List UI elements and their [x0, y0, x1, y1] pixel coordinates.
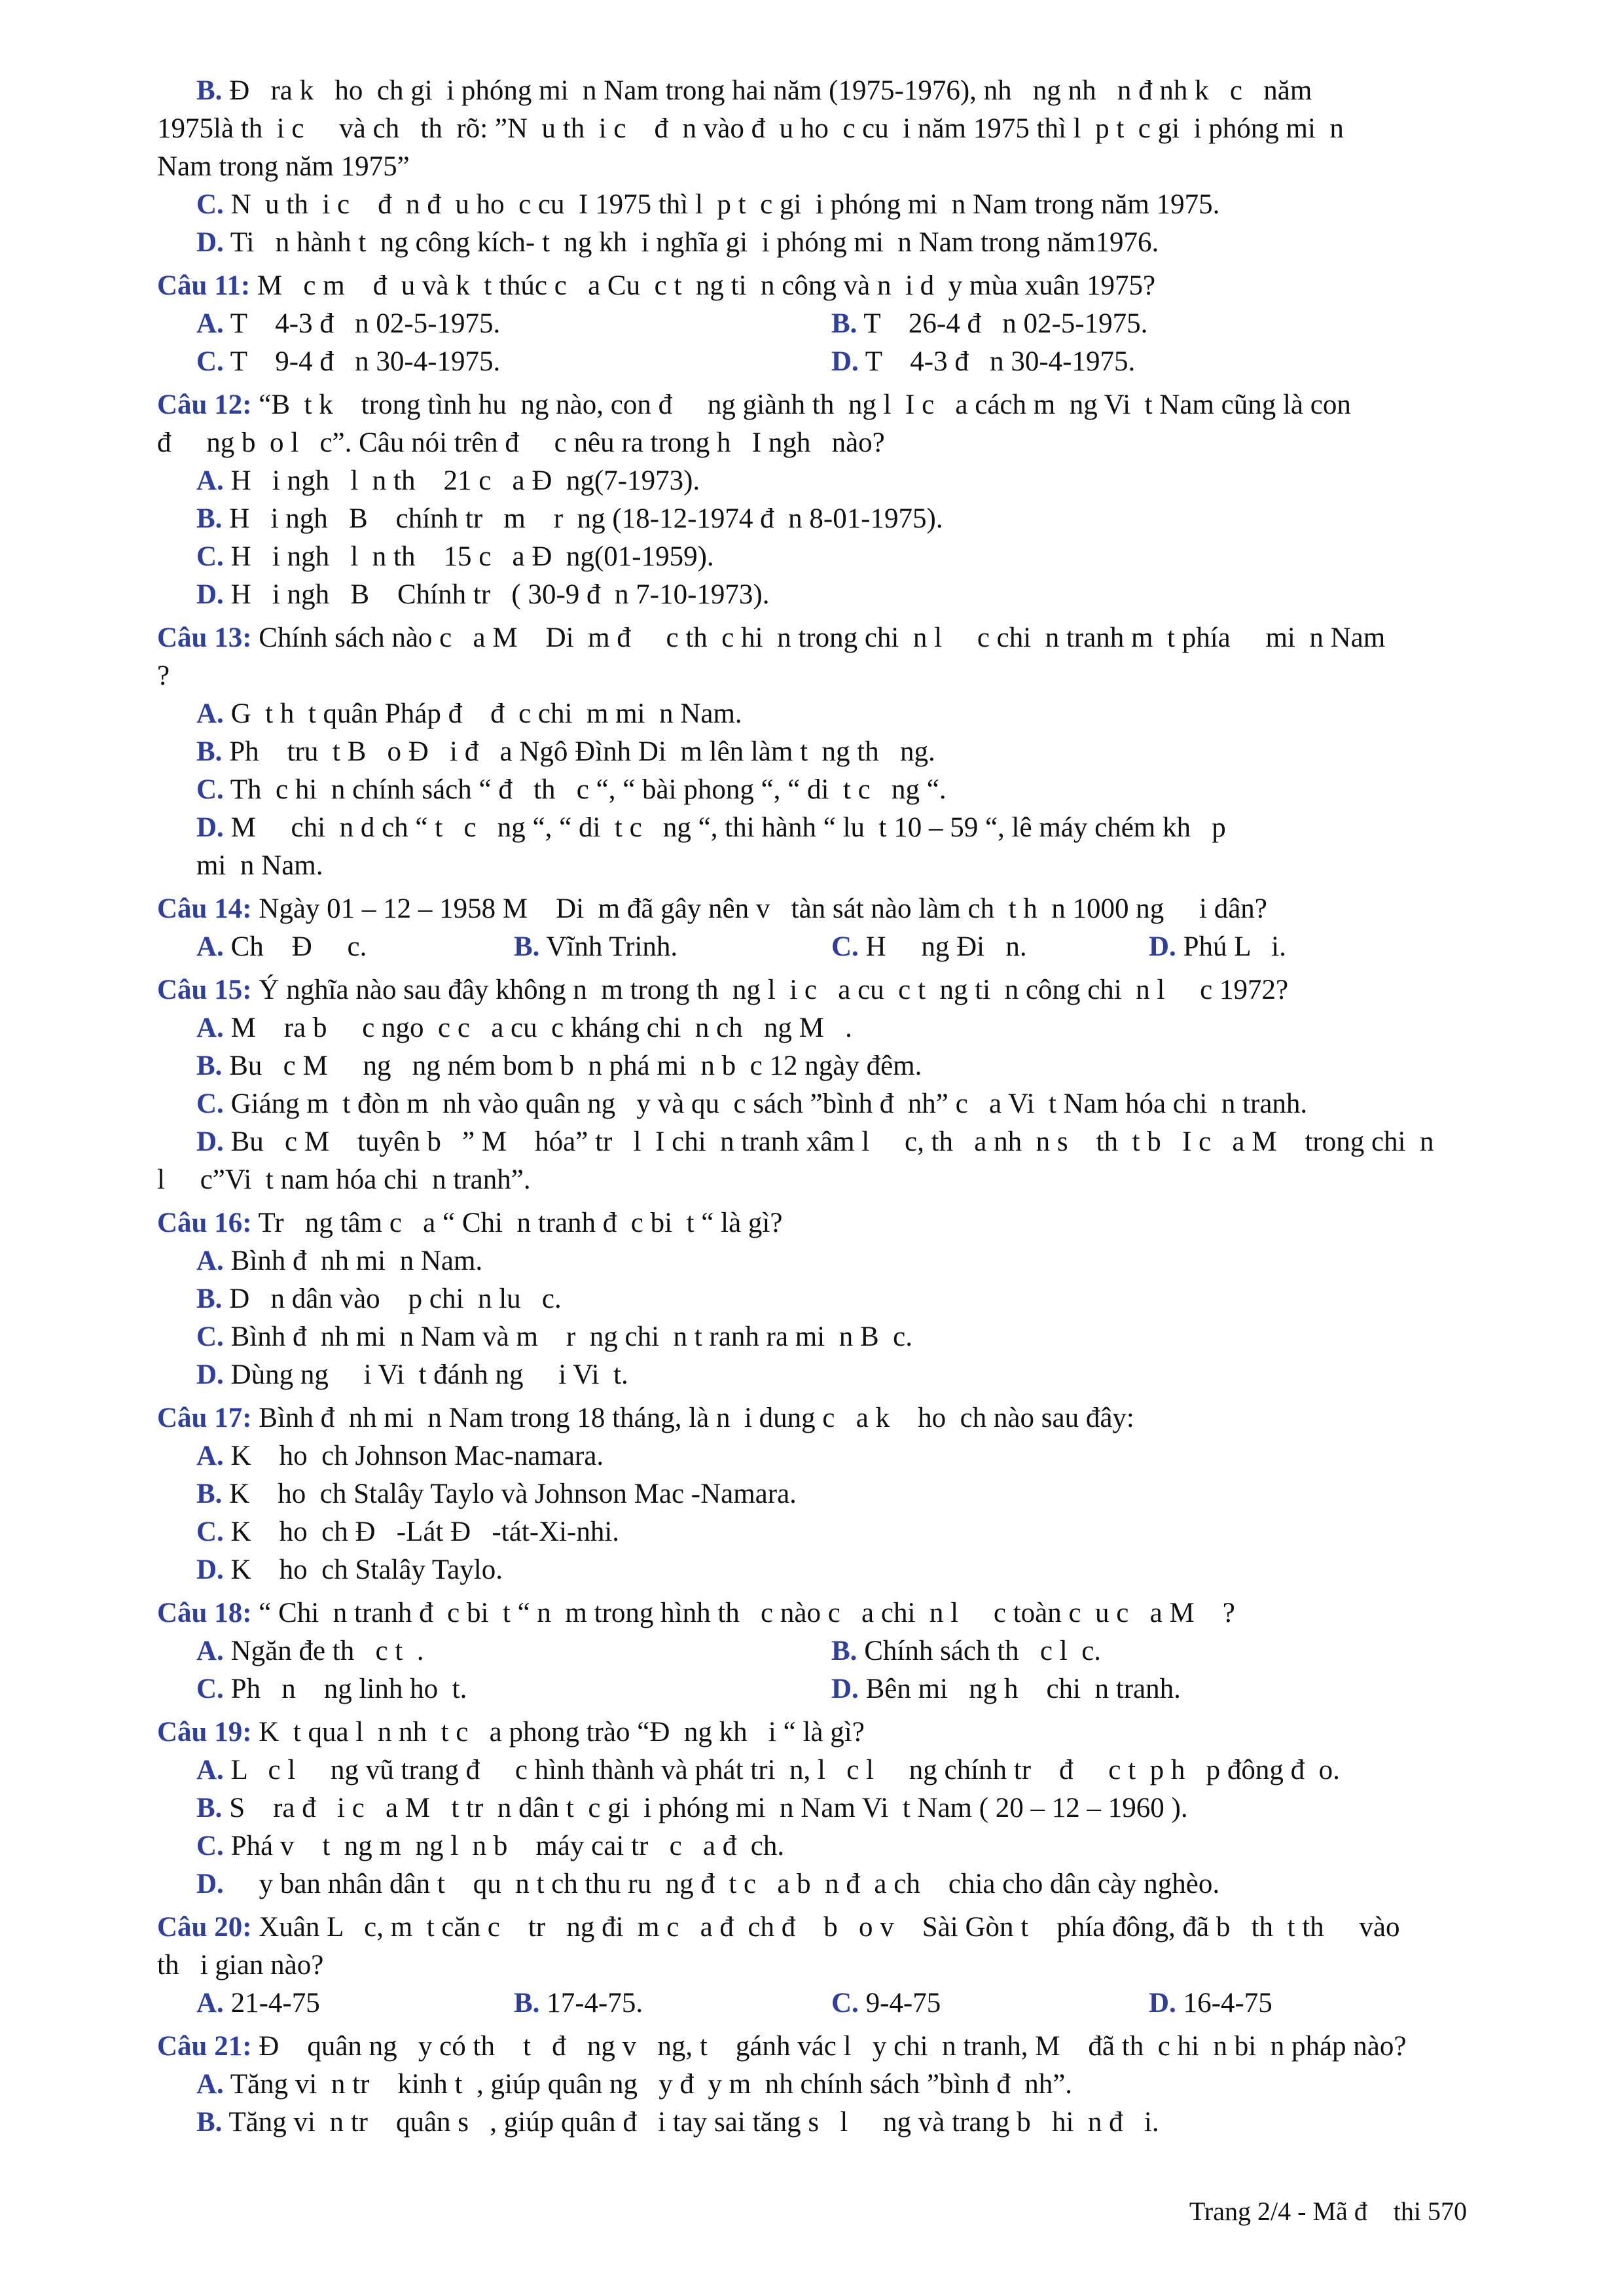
option-b — [157, 1475, 1466, 1513]
option-text: Bên mi ng h chi n tranh. — [858, 1674, 1181, 1704]
option-label: D. — [1149, 931, 1176, 962]
question-text: “ Chi n tranh đ c bi t “ n m trong hình th c nào c a chi n l c toàn c u c a M ? — [251, 1598, 1235, 1628]
option-text: M ra b c ngo c c a cu c kháng chi n ch ng M . — [223, 1013, 852, 1043]
option-b — [157, 733, 1466, 771]
option-d — [1149, 928, 1466, 966]
option-label: C. — [196, 1321, 224, 1352]
option-text-line: mi n Nam. — [196, 850, 323, 881]
option-a — [157, 1751, 1466, 1789]
option-text: T 26-4 đ n 02-5-1975. — [857, 308, 1148, 339]
option-c — [157, 538, 1466, 576]
option-text: Bu c M tuyên b ” M hóa” tr l I chi n tranh xâm l c, th a nh n s th t b I c a M trong chi n — [223, 1126, 1434, 1157]
question-12 — [157, 386, 1466, 424]
option-text: K ho ch Stalây Taylo. — [223, 1554, 503, 1585]
option-label: D. — [1149, 1988, 1176, 2018]
option-text: 17-4-75. — [539, 1988, 643, 2018]
option-label: B. — [196, 75, 223, 106]
option-label: A. — [196, 1755, 224, 1785]
option-label: B. — [196, 2107, 223, 2138]
question-label: Câu 12: — [157, 389, 252, 420]
option-label: D. — [831, 346, 859, 377]
option-b — [514, 928, 831, 966]
option-text: H i ngh B chính tr m r ng (18-12-1974 đ n 8-01-1975). — [222, 503, 943, 534]
option-text: K ho ch Đ -Lát Đ -tát-Xi-nhi. — [223, 1516, 620, 1547]
option-text: T 4-3 đ n 30-4-1975. — [858, 346, 1136, 377]
option-a — [157, 2066, 1466, 2104]
option-b — [514, 1984, 831, 2022]
option-label: C. — [196, 774, 224, 805]
question-label: Câu 17: — [157, 1403, 252, 1433]
question-18 — [157, 1594, 1466, 1632]
option-text: Ch Đ c. — [223, 931, 367, 962]
option-label: C. — [196, 1674, 224, 1704]
option-a — [196, 1632, 831, 1670]
question-14 — [157, 890, 1466, 928]
question-label: Câu 13: — [157, 622, 252, 653]
option-label: C. — [196, 1831, 224, 1861]
option-c — [831, 1984, 1149, 2022]
option-label: A. — [196, 2069, 224, 2100]
question-label: Câu 15: — [157, 975, 252, 1005]
question-text: Ý nghĩa nào sau đây không n m trong th ng l i c a cu c t ng ti n công chi n l c 1972? — [251, 975, 1289, 1005]
option-text: G t h t quân Pháp đ đ c chi m mi n Nam. — [223, 698, 742, 729]
question-11 — [157, 267, 1466, 305]
question-text: Chính sách nào c a M Di m đ c th c hi n trong chi n l c chi n tranh m t phía mi n Nam — [251, 622, 1386, 653]
question-text-line: đ ng b o l c”. Câu nói trên đ c nêu ra trong h I ngh nào? — [157, 427, 885, 458]
question-text: Bình đ nh mi n Nam trong 18 tháng, là n i dung c a k ho ch nào sau đây: — [251, 1403, 1134, 1433]
option-c — [157, 1513, 1466, 1551]
option-text: Dùng ng i Vi t đánh ng i Vi t. — [223, 1359, 628, 1390]
option-d-line — [157, 224, 1466, 262]
option-a — [157, 695, 1466, 733]
option-label: A. — [196, 1246, 224, 1276]
question-text: K t qua l n nh t c a phong trào “Đ ng kh i “ là gì? — [251, 1717, 865, 1748]
option-text: D n dân vào p chi n lu c. — [222, 1283, 562, 1314]
question-text: “B t k trong tình hu ng nào, con đ ng giành th ng l I c a cách m ng Vi t Nam cũng là con — [251, 389, 1351, 420]
option-c — [157, 1827, 1466, 1865]
option-text: Chính sách th c l c. — [857, 1636, 1102, 1666]
question-15 — [157, 971, 1466, 1009]
option-a — [157, 1009, 1466, 1047]
question-label: Câu 19: — [157, 1717, 252, 1748]
question-13 — [157, 619, 1466, 657]
option-label: C. — [196, 1516, 224, 1547]
question-text-line: th i gian nào? — [157, 1950, 324, 1981]
options-row — [157, 343, 1466, 381]
question-label: Câu 21: — [157, 2031, 252, 2062]
option-a — [196, 1984, 514, 2022]
option-text-line: l c”Vi t nam hóa chi n tranh”. — [157, 1164, 531, 1195]
option-label: C. — [196, 346, 224, 377]
option-text: H ng Đi n. — [858, 931, 1027, 962]
option-c-line — [157, 186, 1466, 224]
option-text: Ph n ng linh ho t. — [223, 1674, 467, 1704]
question-19 — [157, 1713, 1466, 1751]
options-row — [157, 1984, 1466, 2022]
option-d — [157, 576, 1466, 614]
option-label: A. — [196, 1441, 224, 1471]
option-label: A. — [196, 465, 224, 496]
option-label: D. — [196, 1359, 224, 1390]
question-17 — [157, 1399, 1466, 1437]
options-row — [157, 1670, 1466, 1708]
option-b — [831, 1632, 1466, 1670]
option-label: B. — [196, 1050, 223, 1081]
exam-page — [157, 72, 1466, 2142]
option-label: B. — [196, 503, 223, 534]
option-text-line: Nam trong năm 1975” — [157, 151, 410, 182]
option-b — [157, 1047, 1466, 1085]
option-d — [157, 1551, 1466, 1589]
option-label: A. — [196, 1988, 224, 2018]
option-d — [831, 1670, 1466, 1708]
option-d — [831, 343, 1466, 381]
option-text: Tăng vi n tr kinh t , giúp quân ng y đ y m nh chính sách ”bình đ nh”. — [223, 2069, 1073, 2100]
option-label: D. — [196, 1126, 224, 1157]
option-text: T 9-4 đ n 30-4-1975. — [223, 346, 501, 377]
option-label: D. — [196, 1869, 224, 1899]
question-label: Câu 11: — [157, 270, 251, 301]
option-label: B. — [514, 1988, 540, 2018]
option-text: M chi n d ch “ t c ng “, “ di t c ng “, thi hành “ lu t 10 – 59 “, lê máy chém kh p — [223, 812, 1226, 843]
option-text: Ngăn đe th c t . — [223, 1636, 424, 1666]
option-label: C. — [831, 1988, 859, 2018]
question-text: Ngày 01 – 12 – 1958 M Di m đã gây nên v tàn sát nào làm ch t h n 1000 ng i dân? — [251, 893, 1267, 924]
question-text-line: ? — [157, 660, 170, 691]
option-label: B. — [831, 308, 857, 339]
option-text: Th c hi n chính sách “ đ th c “, “ bài phong “, “ di t c ng “. — [223, 774, 947, 805]
option-text: Phú L i. — [1176, 931, 1286, 962]
option-label: B. — [196, 736, 223, 767]
option-c — [157, 1085, 1466, 1123]
option-text: H i ngh l n th 15 c a Đ ng(01-1959). — [223, 541, 714, 572]
option-label: C. — [196, 541, 224, 572]
question-text: M c m đ u và k t thúc c a Cu c t ng ti n công và n i d y mùa xuân 1975? — [250, 270, 1156, 301]
option-b-line — [157, 72, 1466, 110]
option-text: Phá v t ng m ng l n b máy cai tr c a đ ch. — [223, 1831, 785, 1861]
option-text: y ban nhân dân t qu n t ch thu ru ng đ t c a b n đ a ch chia cho dân cày nghèo. — [223, 1869, 1220, 1899]
option-a — [196, 928, 514, 966]
option-text: 21-4-75 — [223, 1988, 320, 2018]
question-label: Câu 20: — [157, 1912, 252, 1943]
question-text: Đ quân ng y có th t đ ng v ng, t gánh vác l y chi n tranh, M đã th c hi n bi n pháp nào? — [251, 2031, 1407, 2062]
option-label: B. — [196, 1283, 223, 1314]
option-text: H i ngh B Chính tr ( 30-9 đ n 7-10-1973). — [223, 579, 770, 610]
option-text: Bu c M ng ng ném bom b n phá mi n b c 12 ngày đêm. — [222, 1050, 922, 1081]
question-text: Xuân L c, m t căn c tr ng đi m c a đ ch đ b o v Sài Gòn t phía đông, đã b th t th vào — [251, 1912, 1400, 1943]
option-label: D. — [196, 579, 224, 610]
option-label: A. — [196, 931, 224, 962]
option-b — [831, 305, 1466, 343]
option-d — [1149, 1984, 1466, 2022]
option-b — [157, 2104, 1466, 2142]
option-a — [157, 1437, 1466, 1475]
option-text: Bình đ nh mi n Nam. — [223, 1246, 483, 1276]
option-label: B. — [831, 1636, 857, 1666]
option-c — [196, 343, 831, 381]
option-b — [157, 1789, 1466, 1827]
option-text: 9-4-75 — [858, 1988, 941, 2018]
options-row — [157, 305, 1466, 343]
option-text: N u th i c đ n đ u ho c cu I 1975 thì l p t c gi i phóng mi n Nam trong năm 1975. — [223, 189, 1220, 220]
option-text: Giáng m t đòn m nh vào quân ng y và qu c sách ”bình đ nh” c a Vi t Nam hóa chi n tranh. — [223, 1088, 1308, 1119]
option-c — [196, 1670, 831, 1708]
option-text: L c l ng vũ trang đ c hình thành và phát tri n, l c l ng chính tr đ c t p h p đông đ o. — [223, 1755, 1340, 1785]
option-label: A. — [196, 308, 224, 339]
option-a — [157, 1242, 1466, 1280]
option-text: Đ ra k ho ch gi i phóng mi n Nam trong hai năm (1975-1976), nh ng nh n đ nh k c năm — [222, 75, 1312, 106]
option-d — [157, 1865, 1466, 1903]
option-text: H i ngh l n th 21 c a Đ ng(7-1973). — [223, 465, 700, 496]
question-label: Câu 18: — [157, 1598, 252, 1628]
option-a — [157, 462, 1466, 500]
option-text: T 4-3 đ n 02-5-1975. — [223, 308, 501, 339]
question-label: Câu 16: — [157, 1208, 252, 1238]
option-label: C. — [196, 189, 224, 220]
options-row — [157, 1632, 1466, 1670]
question-20 — [157, 1909, 1466, 1946]
question-16 — [157, 1204, 1466, 1242]
option-label: B. — [196, 1479, 223, 1509]
option-label: D. — [196, 1554, 224, 1585]
option-text: S ra đ i c a M t tr n dân t c gi i phóng mi n Nam Vi t Nam ( 20 – 12 – 1960 ). — [222, 1793, 1188, 1823]
options-row — [157, 928, 1466, 966]
option-a — [196, 305, 831, 343]
option-d — [157, 809, 1466, 847]
option-c — [831, 928, 1149, 966]
option-text-line: 1975là th i c và ch th rõ: ”N u th i c đ n vào đ u ho c cu i năm 1975 thì l p t c gi i phóng mi n — [157, 113, 1344, 144]
option-label: C. — [196, 1088, 224, 1119]
question-21 — [157, 2028, 1466, 2066]
question-label: Câu 14: — [157, 893, 252, 924]
option-text: K ho ch Stalây Taylo và Johnson Mac -Namara. — [222, 1479, 797, 1509]
option-d — [157, 1356, 1466, 1394]
option-b — [157, 500, 1466, 538]
question-text: Tr ng tâm c a “ Chi n tranh đ c bi t “ là gì? — [251, 1208, 783, 1238]
page-footer: Trang 2/4 - Mã đ thi 570 — [1189, 2197, 1467, 2226]
option-label: D. — [831, 1674, 859, 1704]
option-label: A. — [196, 1636, 224, 1666]
option-label: D. — [196, 227, 224, 258]
option-text: Vĩnh Trinh. — [539, 931, 678, 962]
option-label: A. — [196, 1013, 224, 1043]
option-d — [157, 1123, 1466, 1161]
option-text: Bình đ nh mi n Nam và m r ng chi n t ranh ra mi n B c. — [223, 1321, 912, 1352]
option-text: K ho ch Johnson Mac-namara. — [223, 1441, 604, 1471]
option-text: 16-4-75 — [1176, 1988, 1272, 2018]
option-text: Tăng vi n tr quân s , giúp quân đ i tay sai tăng s l ng và trang b hi n đ i. — [222, 2107, 1159, 2138]
option-b — [157, 1280, 1466, 1318]
option-label: C. — [831, 931, 859, 962]
option-text: Ph tru t B o Đ i đ a Ngô Đình Di m lên làm t ng th ng. — [222, 736, 935, 767]
option-c — [157, 1318, 1466, 1356]
option-label: B. — [514, 931, 540, 962]
option-c — [157, 771, 1466, 809]
option-text: Ti n hành t ng công kích- t ng kh i nghĩa gi i phóng mi n Nam trong năm1976. — [223, 227, 1159, 258]
option-label: B. — [196, 1793, 223, 1823]
option-label: A. — [196, 698, 224, 729]
option-label: D. — [196, 812, 224, 843]
